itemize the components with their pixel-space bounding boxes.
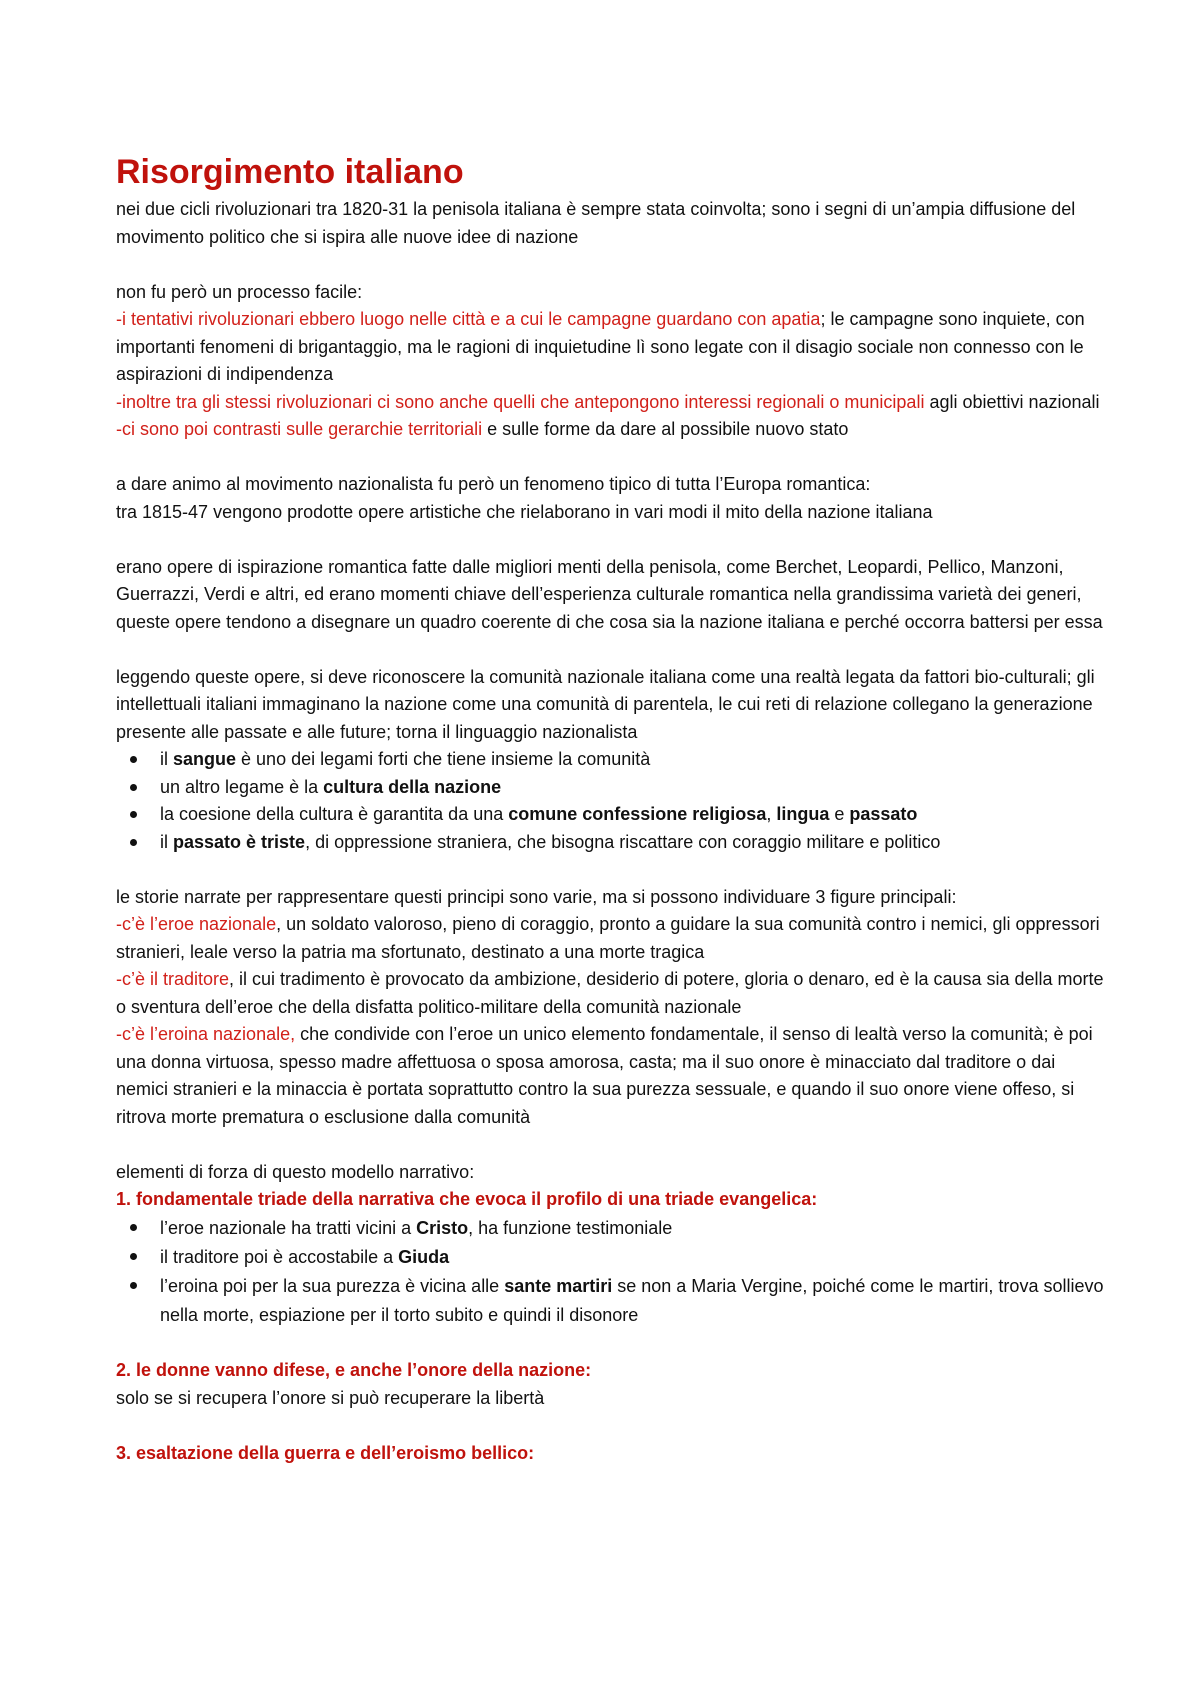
list-item: la coesione della cultura è garantita da una comune confessione religiosa, lingua e passato <box>160 801 1106 829</box>
strength-heading-2: 2. le donne vanno difese, e anche l’onore della nazione: <box>116 1360 592 1380</box>
bond-list <box>116 746 1106 856</box>
romantic-line-2: tra 1815-47 vengono prodotte opere artistiche che rielaborano in vari modi il mito della nazione italiana <box>116 501 933 522</box>
list-item: l’eroina poi per la sua purezza è vicina alle sante martiri se non a Maria Vergine, poiché come le martiri, trova sollievo nella morte, espiazione per il torto subito e quindi il disonore <box>160 1272 1106 1330</box>
strength-heading-1: 1. fondamentale triade della narrativa che evoca il profilo di una triade evangelica: <box>116 1189 818 1209</box>
intro-paragraph: nei due cicli rivoluzionari tra 1820-31 la penisola italiana è sempre stata coinvolta; sono i segni di un’ampia diffusione del movimento politico che si ispira alle nuove idee di nazione <box>116 199 1076 247</box>
difficulty-point-2: -inoltre tra gli stessi rivoluzionari ci sono anche quelli che antepongono interessi regionali o municipali agli obiettivi nazionali <box>116 391 1100 412</box>
strength-heading-3: 3. esaltazione della guerra e dell’eroismo bellico: <box>116 1442 535 1463</box>
highlight-text: -ci sono poi contrasti sulle gerarchie territoriali <box>116 419 483 439</box>
strength-text-2: solo se si recupera l’onore si può recuperare la libertà <box>116 1387 545 1408</box>
highlight-text: -c’è l’eroe nazionale <box>116 914 277 934</box>
highlight-text: -inoltre tra gli stessi rivoluzionari ci sono anche quelli che antepongono interessi regionali o municipali <box>116 391 925 412</box>
highlight-text: -c’è l’eroina nazionale, <box>116 1024 296 1044</box>
difficulty-point-1: -i tentativi rivoluzionari ebbero luogo nelle città e a cui le campagne guardano con apatia; le campagne sono inquiete, con importanti fenomeni di brigantaggio, ma le ragioni di inquietudine lì sono legate con il disagio sociale non connesso con le aspirazioni di indipendenza <box>116 309 1085 384</box>
stories-lead: le storie narrate per rappresentare questi principi sono varie, ma si possono individuare 3 figure principali: <box>116 886 957 907</box>
difficulty-lead: non fu però un processo facile: <box>116 281 363 302</box>
list-item: il sangue è uno dei legami forti che tiene insieme la comunità <box>160 746 1106 774</box>
romantic-line-1: a dare animo al movimento nazionalista fu però un fenomeno tipico di tutta l’Europa romantica: <box>116 474 871 494</box>
traitor-paragraph: -c’è il traditore, il cui tradimento è provocato da ambizione, desiderio di potere, gloria o denaro, ed è la causa sia della morte o sventura dell’eroe che della disfatta politico-militare della comunità nazionale <box>116 969 1104 1017</box>
difficulty-point-3: -ci sono poi contrasti sulle gerarchie territoriali e sulle forme da dare al possibile nuovo stato <box>116 419 849 439</box>
list-item: il traditore poi è accostabile a Giuda <box>160 1243 1106 1272</box>
reading-paragraph: leggendo queste opere, si deve riconoscere la comunità nazionale italiana come una realtà legata da fattori bio-culturali; gli intellettuali italiani immaginano la nazione come una comunità di parentela, le cui reti di relazione collegano la generazione presente alle passate e alle future; torna il linguaggio nazionalista <box>116 666 1095 742</box>
list-item: l’eroe nazionale ha tratti vicini a Cristo, ha funzione testimoniale <box>160 1214 1106 1243</box>
list-item: un altro legame è la cultura della nazione <box>160 774 1106 802</box>
hero-paragraph: -c’è l’eroe nazionale, un soldato valoroso, pieno di coraggio, pronto a guidare la sua comunità contro i nemici, gli oppressori stranieri, leale verso la patria ma sfortunato, destinato a una morte tragica <box>116 914 1100 962</box>
works-paragraph: erano opere di ispirazione romantica fatte dalle migliori menti della penisola, come Berchet, Leopardi, Pellico, Manzoni, Guerrazzi, Verdi e altri, ed erano momenti chiave dell’esperienza culturale romantica nella grandissima varietà dei generi, queste opere tendono a disegnare un quadro coerente di che cosa sia la nazione italiana e perché occorra battersi per essa <box>116 556 1103 632</box>
list-item: il passato è triste, di oppressione straniera, che bisogna riscattare con coraggio militare e politico <box>160 829 1106 857</box>
highlight-text: -c’è il traditore <box>116 969 230 989</box>
heroine-paragraph: -c’è l’eroina nazionale, che condivide con l’eroe un unico elemento fondamentale, il senso di lealtà verso la comunità; è poi una donna virtuosa, spesso madre affettuosa o sposa amorosa, casta; ma il suo onore è minacciato dal traditore o dai nemici stranieri e la minaccia è portata soprattutto contro la sua purezza sessuale, e quando il suo onore viene offeso, si ritrova morte prematura o esclusione dalla comunità <box>116 1024 1093 1127</box>
triad-list <box>116 1214 1106 1330</box>
page-title: Risorgimento italiano <box>116 153 464 191</box>
highlight-text: -i tentativi rivoluzionari ebbero luogo nelle città e a cui le campagne guardano con apatia <box>116 309 821 329</box>
strength-lead: elementi di forza di questo modello narrativo: <box>116 1161 475 1182</box>
document-body <box>116 150 1106 1467</box>
